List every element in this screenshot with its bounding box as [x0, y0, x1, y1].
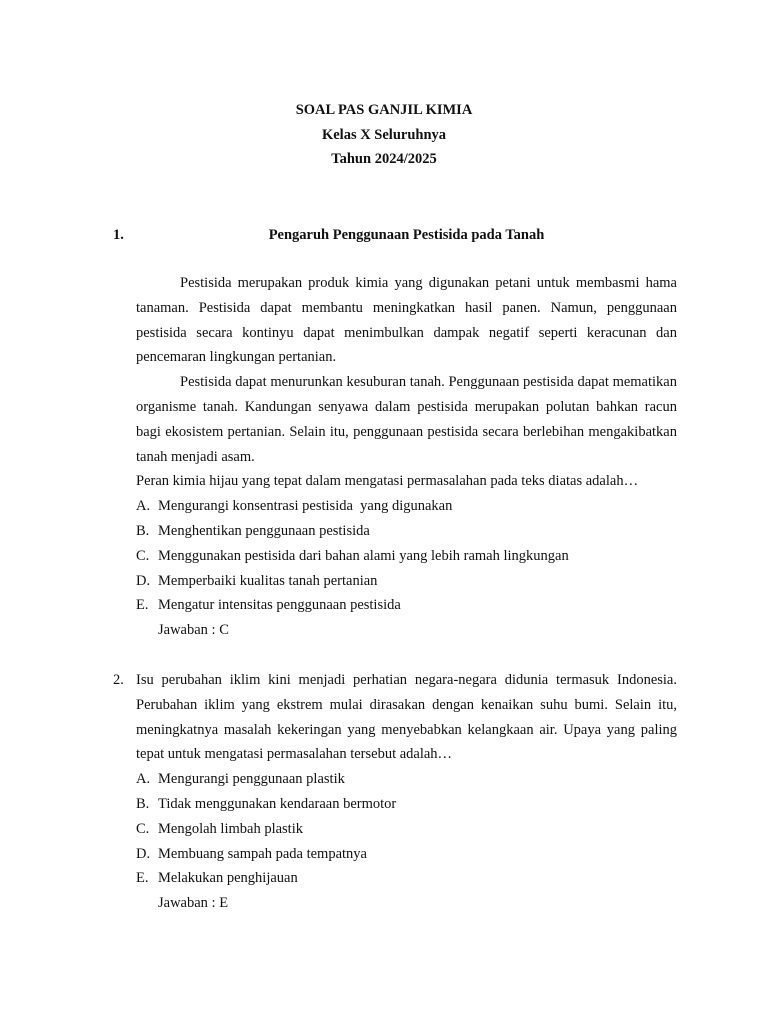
option-letter: B. — [136, 795, 150, 812]
option-text: Mengolah limbah plastik — [158, 820, 303, 837]
question-number: 1. — [113, 227, 124, 243]
option-item — [136, 593, 677, 618]
option-letter: A. — [136, 771, 151, 788]
option-letter: C. — [136, 820, 150, 837]
exam-class: Kelas X Seluruhnya — [321, 126, 447, 143]
question-prompt: Peran kimia hijau yang tepat dalam mengatasi permasalahan pada teks diatas adalah… — [136, 473, 639, 490]
option-text: Mengatur intensitas penggunaan pestisida — [158, 597, 401, 614]
option-text: Melakukan penghijauan — [158, 870, 298, 887]
option-item — [136, 767, 677, 792]
question-2 — [136, 668, 677, 916]
option-text: Menghentikan penggunaan pestisida — [158, 522, 370, 539]
exam-title: SOAL PAS GANJIL KIMIA — [295, 102, 473, 118]
option-item — [136, 866, 677, 891]
passage-paragraph: Pestisida merupakan produk kimia yang digunakan petani untuk membasmi hama tanaman. Pestisida dapat membantu meningkatkan hasil panen. Namun, penggunaan pestisida secara kontinyu dapat menimbulkan dampak negatif seperti keracunan dan pencemaran lingkungan pertanian. — [136, 275, 677, 366]
option-item — [136, 792, 677, 817]
option-text: Mengurangi konsentrasi pestisida yang digunakan — [158, 498, 453, 515]
option-text: Tidak menggunakan kendaraan bermotor — [158, 795, 397, 812]
passage-paragraph: Pestisida dapat menurunkan kesuburan tanah. Penggunaan pestisida dapat mematikan organisme tanah. Kandungan senyawa dalam pestisida merupakan polutan bahkan racun bagi ekosistem pertanian. Selain itu, penggunaan pestisida secara berlebihan mengakibatkan tanah menjadi asam. — [136, 374, 677, 465]
option-item — [136, 842, 677, 867]
option-item — [136, 494, 677, 519]
answer-options — [136, 767, 677, 891]
question-title: Pengaruh Penggunaan Pestisida pada Tanah — [268, 227, 545, 243]
option-letter: B. — [136, 522, 150, 539]
option-text: Mengurangi penggunaan plastik — [158, 771, 345, 788]
option-text: Menggunakan pestisida dari bahan alami yang lebih ramah lingkungan — [158, 547, 569, 564]
exam-header — [0, 98, 768, 172]
option-letter: E. — [136, 597, 149, 614]
option-letter: C. — [136, 547, 150, 564]
option-item — [136, 519, 677, 544]
question-number: 2. — [113, 672, 124, 688]
option-text: Membuang sampah pada tempatnya — [158, 845, 367, 862]
answer-key: Jawaban : E — [158, 895, 229, 912]
question-text: Isu perubahan iklim kini menjadi perhatian negara-negara didunia termasuk Indonesia. Perubahan iklim yang ekstrem mulai dirasakan dengan kenaikan suhu bumi. Selain itu, meningkatnya masalah kekeringan yang menyebabkan kelangkaan air. Upaya yang paling tepat untuk mengatasi permasalahan tersebut adalah… — [136, 672, 677, 763]
option-item — [136, 544, 677, 569]
option-letter: A. — [136, 498, 151, 515]
option-letter: E. — [136, 870, 149, 887]
answer-options — [136, 494, 677, 618]
question-1 — [136, 271, 677, 643]
exam-year: Tahun 2024/2025 — [331, 151, 437, 167]
option-item — [136, 569, 677, 594]
option-text: Memperbaiki kualitas tanah pertanian — [158, 572, 378, 589]
option-letter: D. — [136, 572, 151, 589]
option-letter: D. — [136, 845, 151, 862]
answer-key: Jawaban : C — [158, 622, 229, 639]
option-item — [136, 817, 677, 842]
